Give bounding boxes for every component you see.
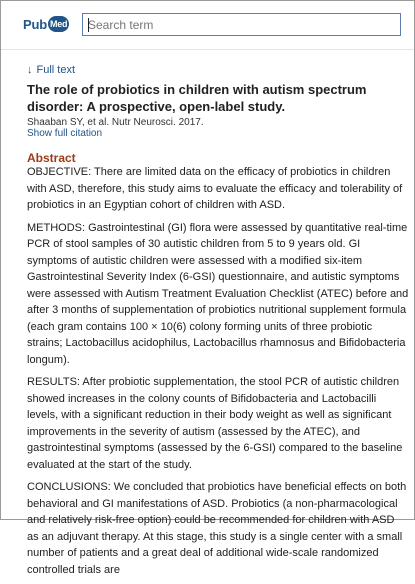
article-title: The role of probiotics in children with autism spectrum disorder: A prospective, open-label study.: [27, 82, 367, 114]
header: [1, 1, 414, 49]
search-input[interactable]: [83, 14, 400, 35]
citation: Shaaban SY, et al. Nutr Neurosci. 2017.: [27, 117, 204, 128]
abstract-conclusions: CONCLUSIONS: We concluded that probiotics have beneficial effects on both behavioral and GI manifestations of ASD. Probiotics (a non-pharmacological and relatively risk-free option) could be recommended for children with ASD as an adjuvant therapy. At this stage, this study is a single center with a small number of patients and a great deal of additional wide-scale randomized controlled trials are: [27, 481, 407, 576]
pubmed-logo[interactable]: [23, 14, 69, 34]
abstract-objective: OBJECTIVE: There are limited data on the efficacy of probiotics in children with ASD, therefore, this study aims to evaluate the efficacy and tolerability of probiotics in an Egyptian cohort of children with ASD.: [27, 166, 403, 211]
abstract-body: [27, 164, 409, 584]
abstract-methods: METHODS: Gastrointestinal (GI) flora were assessed by quantitative real-time PCR of stool samples of 30 autistic children from 5 to 9 years old. GI symptoms of autistic children were assessed with a modified six-item Gastrointestinal Severity Index (6-GSI) questionnaire, and autistic symptoms were assessed with Autism Treatment Evaluation Checklist (ATEC) before and after 3 months of supplementation of probiotics nutritional supplement formula (each gram contains 100 × 10(6) colony forming units of three probiotic strains; Lactobacillus acidophilus, Lactobacillus rhamnosus and Bifidobacteria longum).: [27, 221, 409, 366]
abstract-heading: Abstract: [27, 151, 76, 165]
full-text-link[interactable]: [27, 64, 75, 76]
header-divider: [1, 49, 414, 50]
text-caret: [88, 18, 89, 32]
search-field[interactable]: [82, 13, 401, 36]
full-text-label: Full text: [36, 64, 76, 76]
logo-text-pub: Pub: [23, 16, 47, 32]
abstract-results: RESULTS: After probiotic supplementation, the stool PCR of autistic children showed increases in the colony counts of Bifidobacteria and Lactobacilli levels, with a significant reduction in their body weight as well as significant improvements in the severity of autism (assessed by the ATEC), and gastrointestinal symptoms (assessed by the 6-GSI) compared to the baseline evaluated at the start of the study.: [27, 376, 403, 471]
logo-text-med: Med: [48, 16, 69, 32]
down-arrow-icon: ↓: [27, 64, 33, 76]
show-full-citation-link[interactable]: Show full citation: [27, 128, 103, 139]
